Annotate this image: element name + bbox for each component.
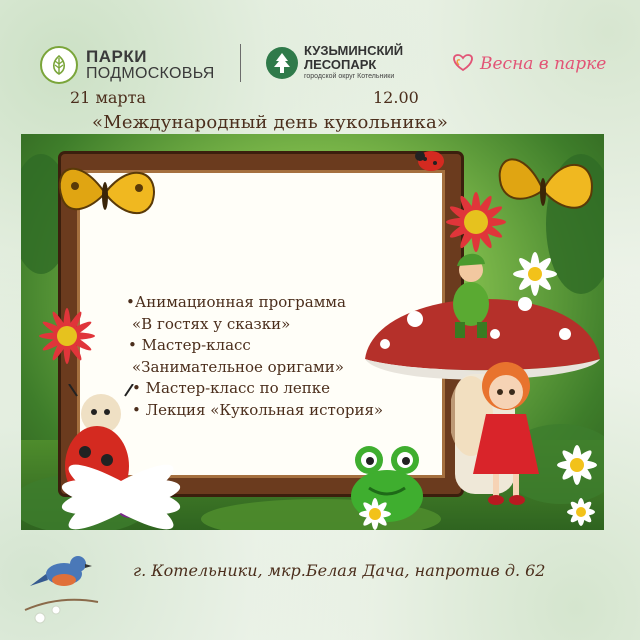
program-item: «Занимательное оригами» xyxy=(132,357,344,376)
kuz-logo-line2: ЛЕСОПАРК xyxy=(304,57,377,72)
program-item: • Мастер-класс по лепке xyxy=(132,379,331,397)
event-address: г. Котельники, мкр.Белая Дача, напротив д. 62 xyxy=(133,561,546,580)
kuz-logo-line1: КУЗЬМИНСКИЙ xyxy=(304,43,404,58)
event-date: 21 марта xyxy=(70,88,147,107)
event-title: «Международный день кукольника» xyxy=(92,112,449,133)
kuz-logo-line3: городской округ Котельники xyxy=(304,73,395,80)
parks-logo-line2: ПОДМОСКОВЬЯ xyxy=(86,65,215,82)
program-item: •Анимационная программа xyxy=(126,293,346,311)
event-program xyxy=(126,292,383,421)
program-item: «В гостях у сказки» xyxy=(132,314,291,333)
parks-logo-line1: ПАРКИ xyxy=(86,47,147,66)
event-time: 12.00 xyxy=(373,88,419,107)
program-item: • Лекция «Кукольная история» xyxy=(132,400,384,419)
bird-icon xyxy=(20,540,100,630)
spring-logo-text: Весна в парке xyxy=(480,54,607,74)
program-item: • Мастер-класс xyxy=(128,336,251,354)
